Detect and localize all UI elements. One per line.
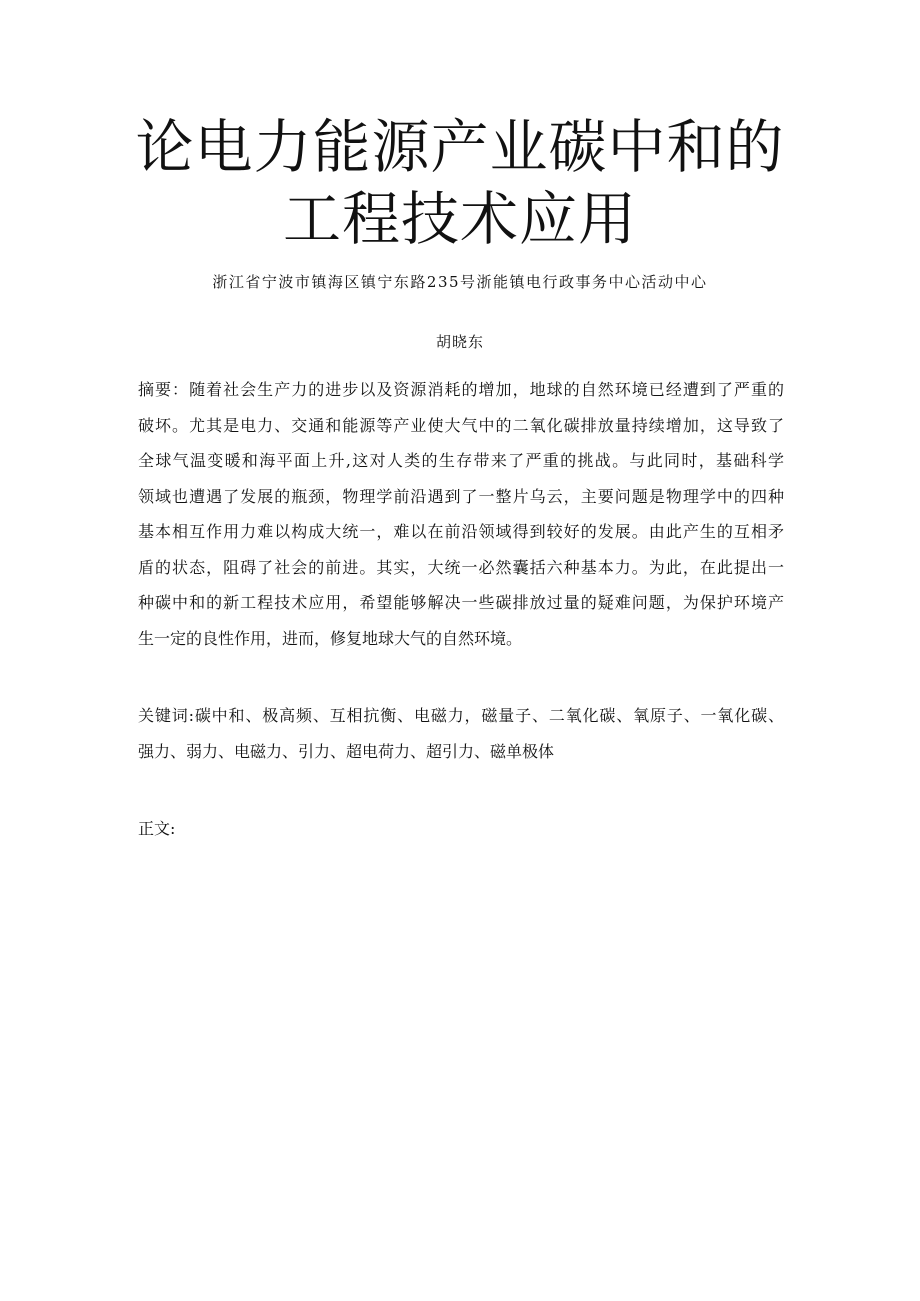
abstract-paragraph (138, 372, 784, 656)
keywords-line: 强力、弱力、电磁力、引力、超电荷力、超引力、磁单极体 (138, 741, 555, 761)
abstract-line: 种碳中和的新工程技术应用，希望能够解决一些碳排放过量的疑难问题，为保护环境产 (138, 593, 784, 612)
abstract-line: 领域也遭遇了发展的瓶颈，物理学前沿遇到了一整片乌云，主要问题是物理学中的四种 (138, 486, 784, 506)
abstract-line: 基本相互作用力难以构成大统一，难以在前沿领域得到较好的发展。由此产生的互相矛 (138, 522, 784, 541)
abstract-line: 破坏。尤其是电力、交通和能源等产业使大气中的二氧化碳排放量持续增加，这导致了 (138, 415, 784, 435)
author-name: 胡晓东 (435, 333, 484, 351)
keywords-paragraph (138, 698, 784, 769)
keywords-line: 关键词:碳中和、极高频、互相抗衡、电磁力，磁量子、二氧化碳、氧原子、一氧化碳、 (138, 706, 784, 725)
body-text-label: 正文: (138, 819, 176, 838)
abstract-line: 摘要：随着社会生产力的进步以及资源消耗的增加，地球的自然环境已经遭到了严重的 (138, 380, 784, 399)
document-title-line-2: 工程技术应用 (282, 185, 637, 253)
abstract-line: 生一定的良性作用，进而，修复地球大气的自然环境。 (138, 628, 523, 648)
abstract-line: 盾的状态，阻碍了社会的前进。其实，大统一必然囊括六种基本力。为此，在此提出一 (138, 557, 784, 577)
abstract-line: 全球气温变暖和海平面上升,这对人类的生存带来了严重的挑战。与此同时，基础科学 (138, 451, 784, 470)
document-title-line-1: 论电力能源产业碳中和的 (135, 113, 785, 181)
author-affiliation: 浙江省宁波市镇海区镇宁东路235号浙能镇电行政事务中心活动中心 (212, 273, 708, 291)
